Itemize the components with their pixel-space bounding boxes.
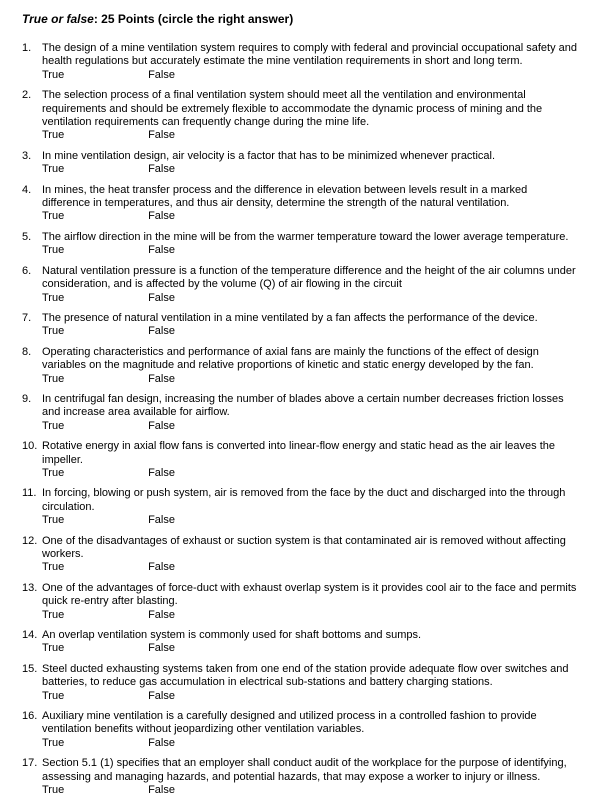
question-body bbox=[42, 710, 577, 750]
question-text: One of the disadvantages of exhaust or suction system is that contaminated air is removed without affecting workers. bbox=[42, 534, 566, 560]
question-item bbox=[22, 184, 577, 224]
question-text: In centrifugal fan design, increasing the number of blades above a certain number decreases friction losses and increase area available for airflow. bbox=[42, 392, 564, 419]
question-item bbox=[22, 757, 577, 797]
question-list bbox=[22, 42, 577, 798]
question-body bbox=[42, 42, 577, 82]
question-number: 3. bbox=[22, 149, 32, 162]
false-option: False bbox=[148, 561, 175, 574]
question-text: The airflow direction in the mine will be from the warmer temperature toward the lower average temperature. bbox=[42, 230, 569, 243]
answer-options bbox=[42, 325, 577, 338]
false-option: False bbox=[148, 514, 175, 527]
question-number: 7. bbox=[22, 311, 32, 324]
quiz-title-rest: : 25 Points (circle the right answer) bbox=[93, 12, 294, 26]
question-text: In mines, the heat transfer process and the difference in elevation between levels result in a marked difference in temperatures, and thus air density, determine the strength of the natural ventilation. bbox=[42, 183, 528, 210]
true-option: True bbox=[42, 561, 65, 574]
quiz-title bbox=[22, 12, 577, 27]
question-item bbox=[22, 663, 577, 703]
question-number: 15. bbox=[22, 662, 38, 675]
answer-options bbox=[42, 642, 577, 655]
question-item bbox=[22, 535, 577, 575]
answer-options bbox=[42, 467, 577, 480]
question-item bbox=[22, 89, 577, 143]
true-option: True bbox=[42, 325, 65, 338]
question-item bbox=[22, 440, 577, 480]
question-body bbox=[42, 184, 577, 224]
question-number: 10. bbox=[22, 440, 38, 453]
false-option: False bbox=[148, 244, 175, 257]
true-option: True bbox=[42, 689, 65, 702]
question-body bbox=[42, 629, 577, 656]
false-option: False bbox=[148, 689, 175, 702]
false-option: False bbox=[148, 736, 175, 749]
answer-options bbox=[42, 210, 577, 223]
question-body bbox=[42, 393, 577, 433]
question-number: 14. bbox=[22, 629, 38, 642]
true-option: True bbox=[42, 514, 65, 527]
question-text: Operating characteristics and performance of axial fans are mainly the functions of the effect of design variables on the magnitude and relative proportions of kinetic and static energy developed by the fan. bbox=[42, 345, 539, 372]
question-item bbox=[22, 582, 577, 622]
answer-options bbox=[42, 609, 577, 622]
answer-options bbox=[42, 514, 577, 527]
question-text: In mine ventilation design, air velocity is a factor that has to be minimized whenever practical. bbox=[42, 149, 496, 162]
false-option: False bbox=[148, 372, 175, 385]
answer-options bbox=[42, 373, 577, 386]
answer-options bbox=[42, 690, 577, 703]
question-item bbox=[22, 346, 577, 386]
false-option: False bbox=[148, 210, 175, 223]
question-text: Steel ducted exhausting systems taken from one end of the station provide adequate flow over switches and batteries, to reduce gas accumulation in electrical sub-stations and battery charging stations. bbox=[42, 662, 569, 689]
question-body bbox=[42, 582, 577, 622]
question-item bbox=[22, 265, 577, 305]
true-option: True bbox=[42, 784, 65, 797]
answer-options bbox=[42, 244, 577, 257]
answer-options bbox=[42, 163, 577, 176]
false-option: False bbox=[148, 129, 175, 142]
question-text: One of the advantages of force-duct with exhaust overlap system is it provides cool air to the face and permits quick re-entry after blasting. bbox=[42, 581, 577, 608]
true-option: True bbox=[42, 129, 65, 142]
question-number: 2. bbox=[22, 89, 32, 102]
question-body bbox=[42, 757, 577, 797]
question-text: The design of a mine ventilation system requires to comply with federal and provincial occupational safety and health regulations but accurately estimate the mine ventilation requirements in short and long term. bbox=[42, 42, 578, 68]
question-body bbox=[42, 535, 577, 575]
true-option: True bbox=[42, 372, 65, 385]
question-item bbox=[22, 231, 577, 258]
answer-options bbox=[42, 420, 577, 433]
false-option: False bbox=[148, 642, 175, 655]
false-option: False bbox=[148, 608, 175, 621]
question-body bbox=[42, 265, 577, 305]
question-text: The presence of natural ventilation in a mine ventilated by a fan affects the performance of the device. bbox=[42, 311, 538, 324]
question-number: 13. bbox=[22, 581, 38, 594]
question-body bbox=[42, 231, 577, 258]
answer-options bbox=[42, 129, 577, 142]
question-number: 4. bbox=[22, 183, 32, 196]
question-item bbox=[22, 312, 577, 339]
true-option: True bbox=[42, 736, 65, 749]
true-option: True bbox=[42, 163, 65, 176]
false-option: False bbox=[148, 325, 175, 338]
question-text: Section 5.1 (1) specifies that an employer shall conduct audit of the workplace for the purpose of identifying, assessing and managing hazards, and potential hazards, that may expose a worker to injury or illness. bbox=[42, 757, 567, 783]
question-number: 11. bbox=[22, 487, 37, 500]
true-option: True bbox=[42, 210, 65, 223]
answer-options bbox=[42, 737, 577, 750]
true-option: True bbox=[42, 68, 65, 81]
question-item bbox=[22, 393, 577, 433]
true-option: True bbox=[42, 419, 65, 432]
question-number: 6. bbox=[22, 264, 32, 277]
question-number: 17. bbox=[22, 757, 38, 770]
question-number: 16. bbox=[22, 710, 38, 723]
question-number: 12. bbox=[22, 534, 38, 547]
quiz-title-italic: True or false bbox=[22, 12, 94, 26]
question-body bbox=[42, 346, 577, 386]
true-option: True bbox=[42, 291, 65, 304]
question-body bbox=[42, 487, 577, 527]
question-body bbox=[42, 312, 577, 339]
true-option: True bbox=[42, 642, 65, 655]
false-option: False bbox=[148, 163, 175, 176]
question-item bbox=[22, 710, 577, 750]
true-option: True bbox=[42, 608, 65, 621]
question-body bbox=[42, 663, 577, 703]
answer-options bbox=[42, 784, 577, 797]
answer-options bbox=[42, 292, 577, 305]
false-option: False bbox=[148, 68, 175, 81]
question-text: Auxiliary mine ventilation is a carefully designed and utilized process in a controlled fashion to provide ventilation benefits without jeopardizing other ventilation variables. bbox=[42, 710, 537, 736]
false-option: False bbox=[148, 466, 175, 479]
question-number: 8. bbox=[22, 345, 32, 358]
question-number: 9. bbox=[22, 392, 32, 405]
question-item bbox=[22, 629, 577, 656]
question-number: 5. bbox=[22, 230, 32, 243]
false-option: False bbox=[148, 784, 175, 797]
true-option: True bbox=[42, 466, 65, 479]
question-body bbox=[42, 89, 577, 143]
false-option: False bbox=[148, 291, 175, 304]
question-number: 1. bbox=[22, 42, 32, 54]
question-body bbox=[42, 150, 577, 177]
question-item bbox=[22, 150, 577, 177]
question-body bbox=[42, 440, 577, 480]
false-option: False bbox=[148, 419, 175, 432]
true-option: True bbox=[42, 244, 65, 257]
question-text: Rotative energy in axial flow fans is converted into linear-flow energy and static head as the air leaves the impeller. bbox=[42, 440, 556, 466]
answer-options bbox=[42, 561, 577, 574]
question-text: The selection process of a final ventilation system should meet all the ventilation and environmental requirements and should be extremely flexible to accommodate the dynamic process of mining and the ventilation requirements can frequently change during the mine life. bbox=[42, 89, 543, 129]
question-item bbox=[22, 42, 577, 82]
question-text: Natural ventilation pressure is a function of the temperature difference and the height of the air columns under consideration, and is affected by the volume (Q) of air flowing in the circuit bbox=[42, 264, 576, 291]
question-text: In forcing, blowing or push system, air is removed from the face by the duct and discharged into the through circulation. bbox=[42, 487, 566, 513]
question-item bbox=[22, 487, 577, 527]
answer-options bbox=[42, 69, 577, 82]
question-text: An overlap ventilation system is commonly used for shaft bottoms and sumps. bbox=[42, 629, 422, 642]
